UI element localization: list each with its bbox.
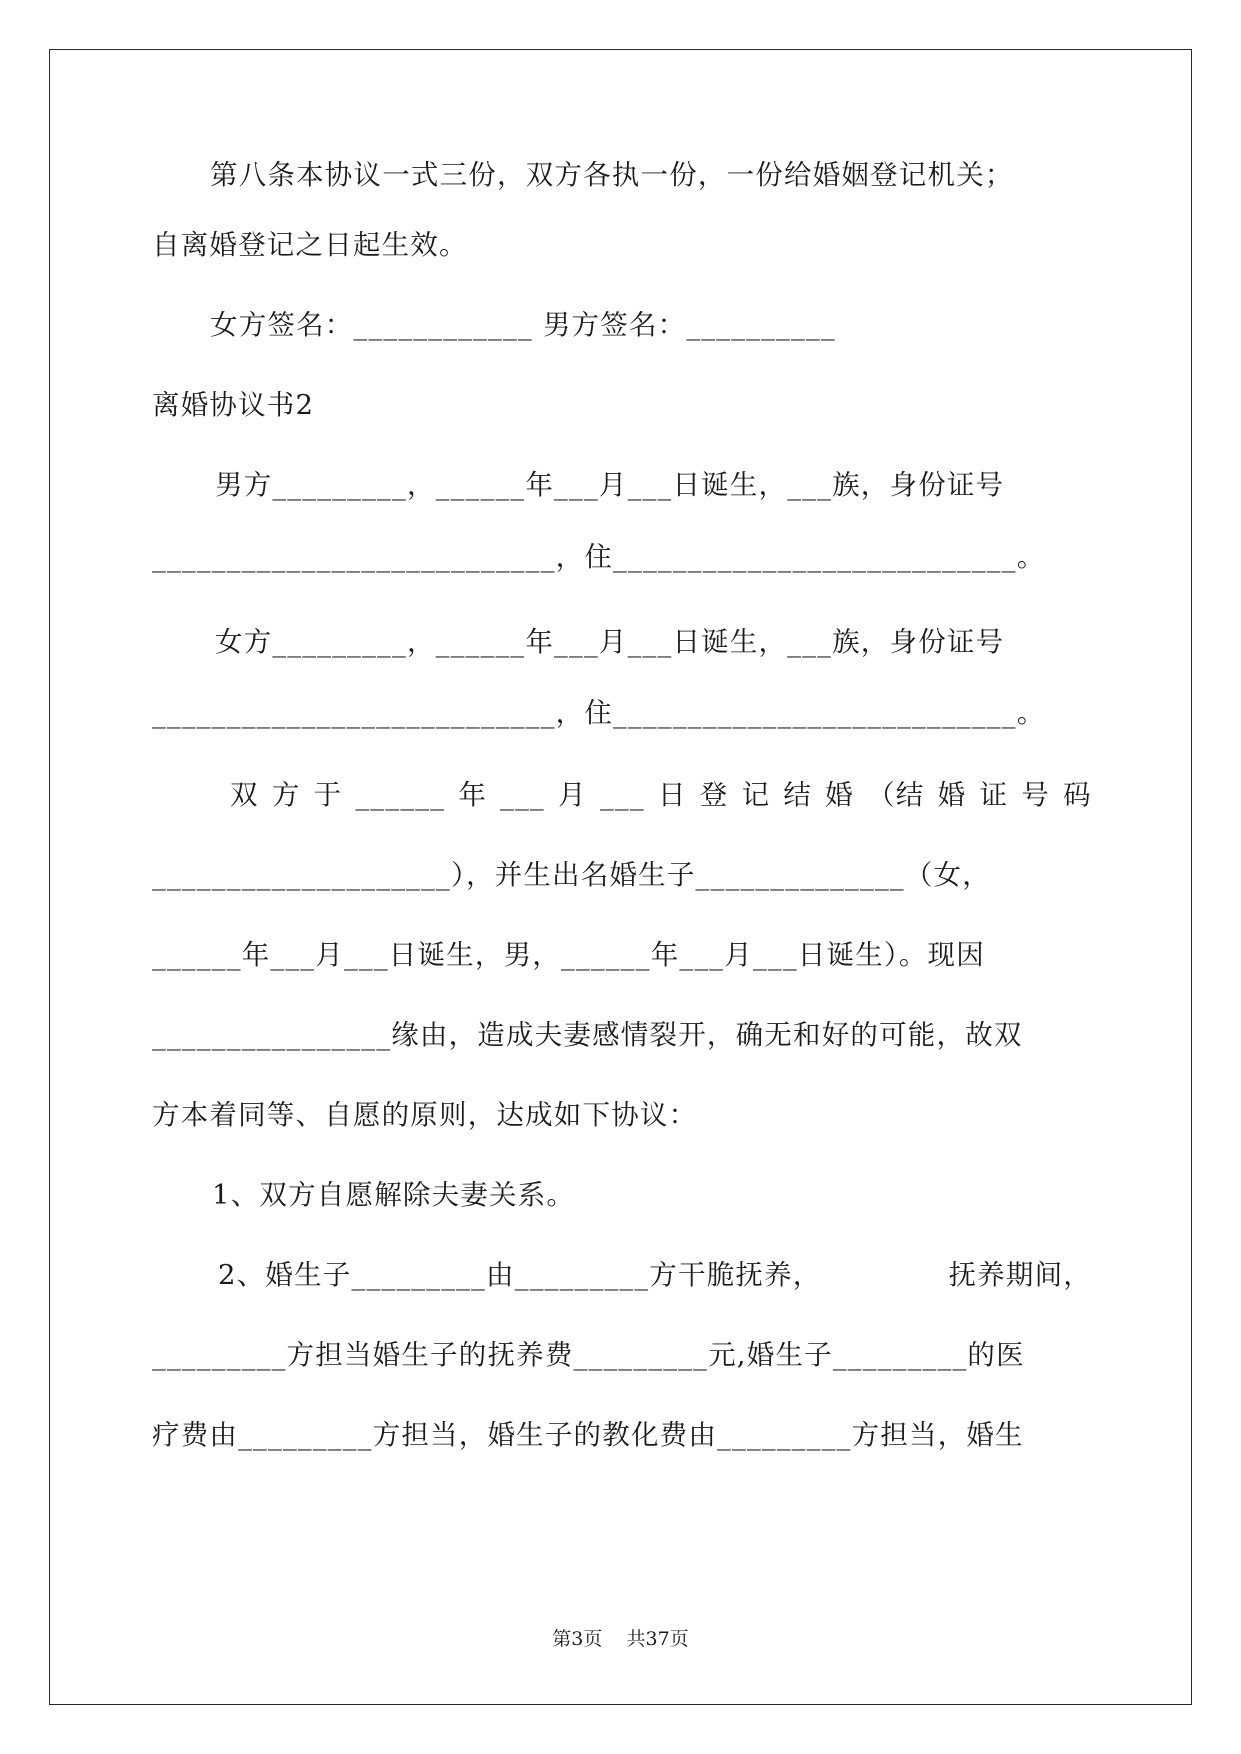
paragraph-line: 第八条本协议一式三份，双方各执一份，一份给婚姻登记机关； (210, 159, 1014, 191)
text-segment: 于 (313, 779, 343, 811)
paragraph-line: 自离婚登记之日起生效。 (152, 229, 468, 261)
text-segment: 登 (699, 779, 729, 811)
text-segment: 双 (230, 779, 259, 811)
paragraph-line: ______年___月___日诞生，男，______年___月___日诞生）。现因 (152, 939, 985, 971)
page-number-footer: 第3页 共37页 (552, 1628, 689, 1650)
text-segment: ______ (355, 779, 446, 811)
text-segment: 方 (271, 779, 301, 811)
text-segment: 年 (458, 779, 488, 811)
list-item: 1、双方自愿解除夫妻关系。 (212, 1179, 576, 1211)
paragraph-line: ___________________________，住___________________________。 (152, 697, 1046, 729)
text-segment: ___ (599, 779, 645, 811)
text-segment: 记 (741, 779, 771, 811)
text-segment: 日 (657, 779, 687, 811)
text-segment: 抚养期间， (948, 1259, 1092, 1291)
text-segment: 码 (1063, 779, 1092, 811)
text-segment: 号 (1021, 779, 1050, 811)
text-segment: 2、婚生子_________由_________方干脆抚养， (218, 1259, 822, 1291)
text-segment: 月 (558, 779, 587, 811)
section-title: 离婚协议书2 (152, 389, 315, 421)
paragraph-line: ____________________），并生出名婚生子______________（女， (152, 859, 991, 891)
paragraph-line: 男方_________，______年___月___日诞生，___族，身份证号 (215, 469, 1005, 501)
text-segment: （结 (867, 779, 925, 811)
signature-line: 女方签名：____________ 男方签名：__________ (210, 309, 836, 341)
text-segment: 婚 (825, 779, 854, 811)
text-segment: 证 (979, 779, 1009, 811)
list-item (218, 1255, 1092, 1295)
paragraph-line (230, 775, 1092, 815)
text-segment: ___ (500, 779, 545, 811)
text-segment: 结 (783, 779, 813, 811)
paragraph-line: 女方_________，______年___月___日诞生，___族，身份证号 (215, 626, 1005, 658)
paragraph-line: 疗费由_________方担当，婚生子的教化费由_________方担当，婚生 (152, 1419, 1024, 1451)
paragraph-line: ___________________________，住___________________________。 (152, 541, 1046, 573)
paragraph-line: ________________缘由，造成夫妻感情裂开，确无和好的可能，故双 (152, 1019, 1023, 1051)
paragraph-line: _________方担当婚生子的抚养费_________元,婚生子_________的医 (152, 1339, 1025, 1371)
paragraph-line: 方本着同等、自愿的原则，达成如下协议： (152, 1099, 698, 1131)
text-segment: 婚 (937, 779, 967, 811)
